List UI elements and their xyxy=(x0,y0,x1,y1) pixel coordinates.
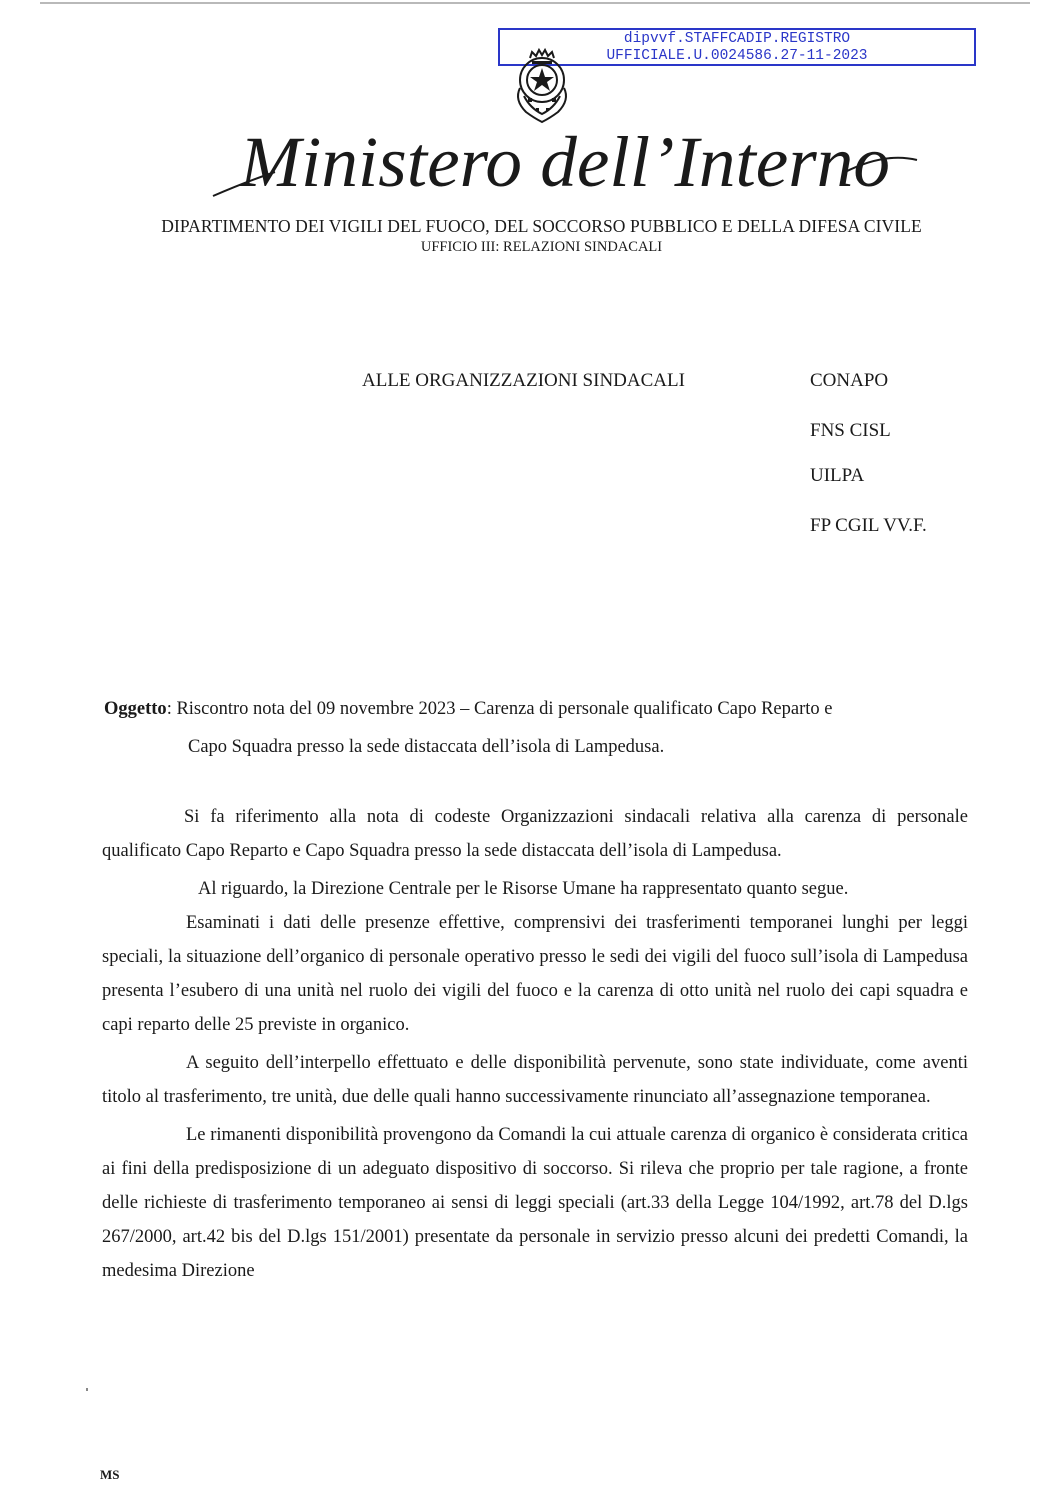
recipient-item: FP CGIL VV.F. xyxy=(810,515,927,536)
author-initials: MS xyxy=(100,1467,120,1482)
top-scan-rule xyxy=(40,2,1030,4)
letter-body xyxy=(102,800,968,1288)
recipients-label: ALLE ORGANIZZAZIONI SINDACALI xyxy=(362,370,685,391)
subject-line-1: Oggetto: Riscontro nota del 09 novembre 2023 – Carenza di personale qualificato Capo Reparto e xyxy=(104,699,833,719)
body-paragraph: A seguito dell’interpello effettuato e delle disponibilità pervenute, sono state individuate, come aventi titolo al trasferimento, tre unità, due delle quali hanno successivamente rinunciato all’assegnazione temporanea. xyxy=(102,1053,968,1107)
recipient-item: FNS CISL xyxy=(810,420,891,441)
subject-block xyxy=(104,690,974,766)
body-paragraph: Esaminati i dati delle presenze effettive, comprensivi dei trasferimenti temporanei lunghi per leggi speciali, la situazione dell’organico di personale operativo presso le sedi dei vigili del fuoco sull’isola di Lampedusa presenta l’esubero di una unità nel ruolo dei vigili del fuoco e la carenza di otto unità nel ruolo dei capi squadra e capi reparto delle 25 previste in organico. xyxy=(102,913,968,1035)
subject-label: Oggetto xyxy=(104,699,167,719)
subject-text: Riscontro nota del 09 novembre 2023 – Carenza di personale qualificato Capo Reparto e xyxy=(176,699,833,719)
body-paragraph: Al riguardo, la Direzione Centrale per le Risorse Umane ha rappresentato quanto segue. xyxy=(198,879,849,899)
stamp-line-2: UFFICIALE.U.0024586.27-11-2023 xyxy=(606,48,868,64)
recipient-item: UILPA xyxy=(810,465,865,486)
recipient-item: CONAPO xyxy=(810,370,889,391)
office-heading: UFFICIO III: RELAZIONI SINDACALI xyxy=(420,239,663,255)
scan-mark xyxy=(86,1388,88,1391)
body-paragraph: Si fa riferimento alla nota di codeste Organizzazioni sindacali relativa alla carenza di personale qualificato Capo Reparto e Capo Squadra presso la sede distaccata dell’isola di Lampedusa. xyxy=(102,807,968,861)
ministry-name: Ministero dell’Interno xyxy=(238,122,890,202)
department-heading: DIPARTIMENTO DEI VIGILI DEL FUOCO, DEL SOCCORSO PUBBLICO E DELLA DIFESA CIVILE xyxy=(161,216,922,236)
subject-line-2: Capo Squadra presso la sede distaccata dell’isola di Lampedusa. xyxy=(188,737,665,757)
body-paragraph: Le rimanenti disponibilità provengono da Comandi la cui attuale carenza di organico è considerata critica ai fini della predisposizione di un adeguato dispositivo di soccorso. Si rileva che proprio per tale ragione, a fronte delle richieste di trasferimento temporaneo ai sensi di leggi speciali (art.33 della Legge 104/1992, art.78 del D.lgs 267/2000, art.42 bis del D.lgs 151/2001) presentate da personale in servizio presso alcuni dei predetti Comandi, la medesima Direzione xyxy=(102,1125,968,1281)
ministry-logotype xyxy=(205,112,925,212)
stamp-line-1: dipvvf.STAFFCADIP.REGISTRO xyxy=(623,31,851,47)
